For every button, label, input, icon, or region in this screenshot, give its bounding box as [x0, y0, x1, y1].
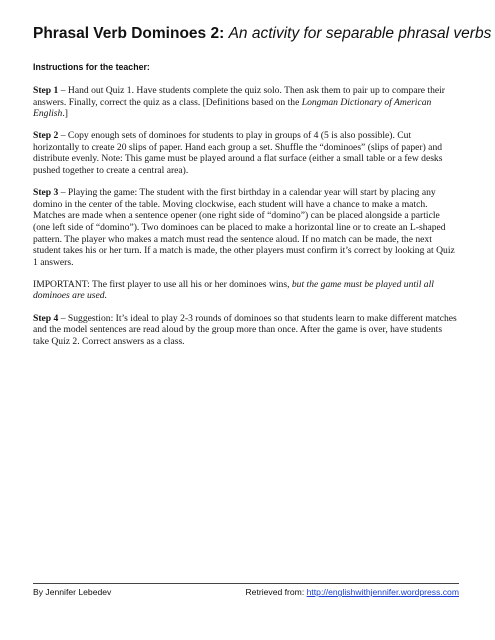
- footer-divider: [33, 583, 459, 584]
- step-1-text: – Hand out Quiz 1. Have students complete the quiz solo. Then ask them to pair up to compare their answers. Finally, correct the quiz as a class. [Definitions based on the: [33, 85, 446, 108]
- footer-retrieved-label: Retrieved from:: [245, 587, 307, 597]
- step-2-paragraph: [33, 130, 459, 176]
- step-4-paragraph: [33, 313, 459, 348]
- step-2-label: Step 2: [33, 130, 59, 142]
- step-4-text: – Suggestion: It’s ideal to play 2-3 rounds of dominoes so that students learn to make different matches and the model sentences are read aloud by the group more than once. After the game is over, have students take Quiz 2. Correct answers as a class.: [33, 312, 457, 347]
- footer-source-link[interactable]: http://englishwithjennifer.wordpress.com: [306, 587, 459, 597]
- important-italic: but the game must be played until all dominoes are used.: [33, 278, 434, 302]
- step-1-dictionary-title: Longman Dictionary of American English: [33, 96, 432, 120]
- step-1-paragraph: [33, 85, 459, 120]
- step-1-tail: .]: [62, 108, 68, 120]
- footer-source: [245, 587, 459, 598]
- step-4-label: Step 4: [33, 312, 59, 324]
- footer-author: By Jennifer Lebedev: [33, 587, 112, 597]
- page-title: [33, 24, 492, 44]
- title-main: Phrasal Verb Dominoes 2:: [33, 25, 225, 42]
- instructions-heading: Instructions for the teacher:: [33, 62, 150, 72]
- step-3-label: Step 3: [33, 187, 59, 199]
- step-1-label: Step 1: [33, 85, 59, 96]
- step-3-paragraph: [33, 187, 459, 268]
- important-note: [33, 279, 459, 302]
- title-subtitle: An activity for separable phrasal verbs: [228, 25, 492, 42]
- step-3-text: – Playing the game: The student with the first birthday in a calendar year will start by placing any domino in the center of the table. Moving clockwise, each student will have a chance to make a match. Matches are made when a sentence opener (one right side of “domino”) can be placed alongside a particle (one left side of “domino”). Two dominoes can be placed to make a horizontal line or to create an L-shaped pattern. The player who makes a match must read the sentence aloud. If no match can be made, the next student takes his or her turn. If a match is made, the other players must confirm it’s correct by looking at Quiz 1 answers.: [33, 187, 455, 268]
- instructions-body: [33, 85, 459, 358]
- important-text: IMPORTANT: The first player to use all his or her dominoes wins,: [33, 278, 292, 290]
- step-2-text: – Copy enough sets of dominoes for students to play in groups of 4 (5 is also possible). Cut horizontally to create 20 slips of paper. Hand each group a set. Shuffle the “dominoes” (slips of paper) and distribute evenly. Note: This game must be played around a flat surface (either a small table or a few desks pushed together to create a central area).: [33, 130, 443, 177]
